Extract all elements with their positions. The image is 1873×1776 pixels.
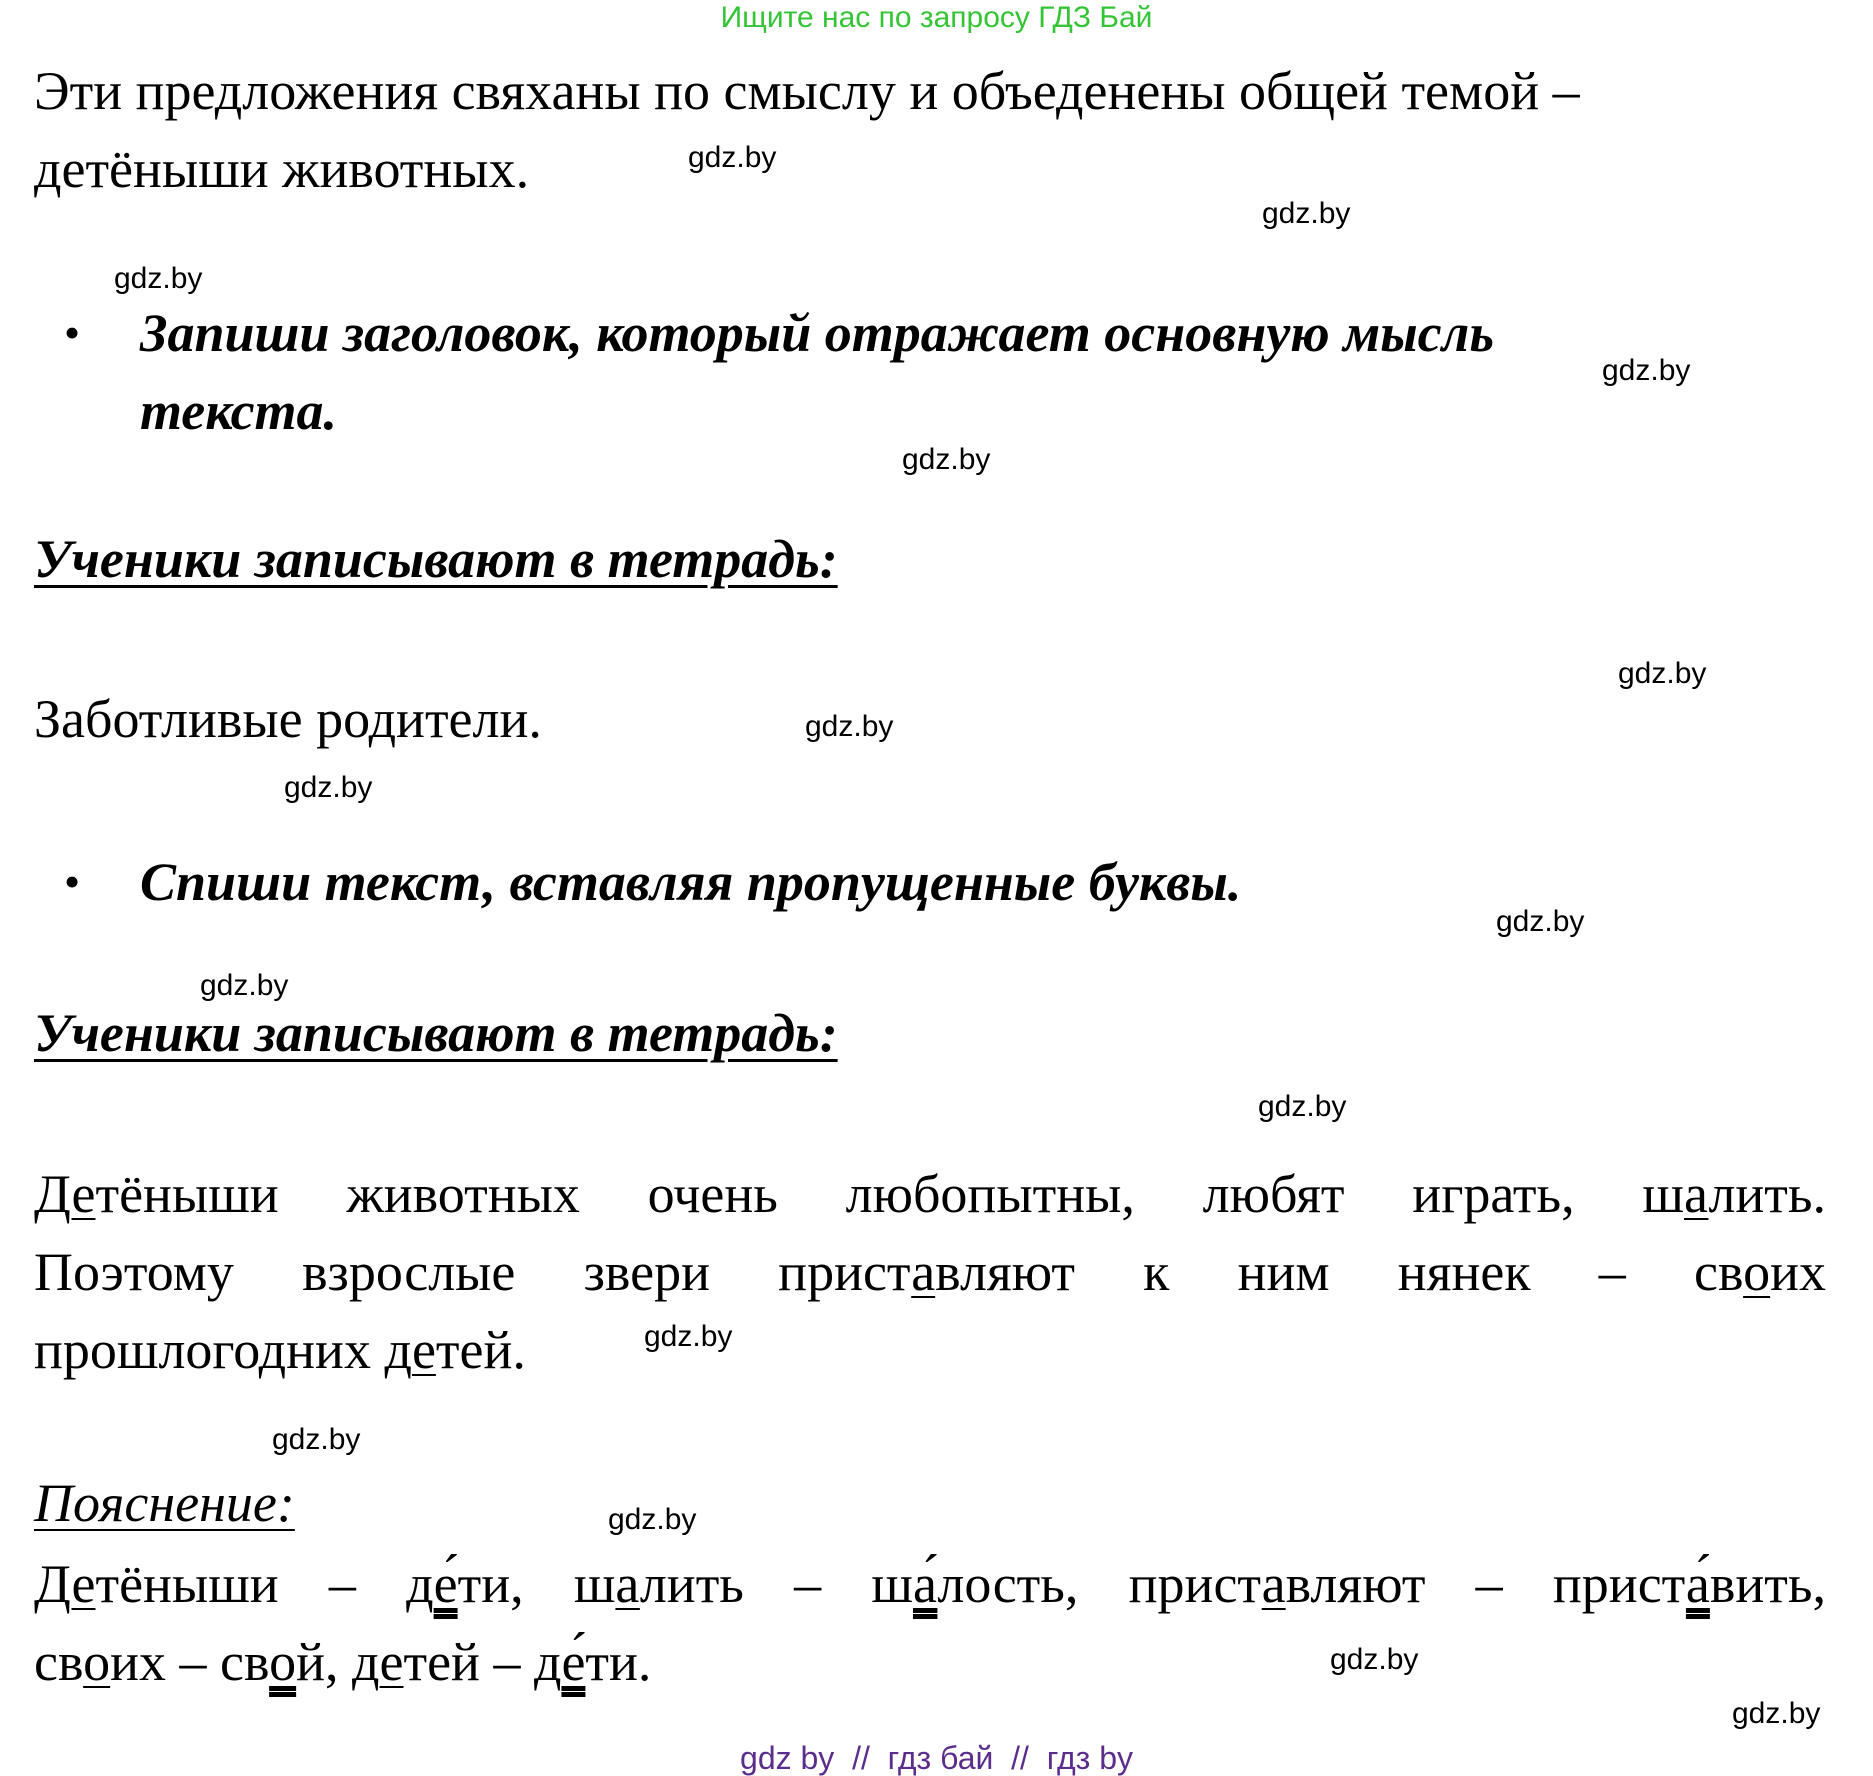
word: своих bbox=[1693, 1242, 1826, 1302]
word: свой, bbox=[220, 1632, 339, 1692]
passage-line-2 bbox=[34, 1233, 1826, 1311]
word: звери bbox=[583, 1242, 710, 1302]
word: детей. bbox=[384, 1320, 526, 1380]
task-1-line-1: Запиши заголовок, который отражает основную мысль bbox=[140, 303, 1495, 363]
explanation-line-2 bbox=[34, 1623, 1826, 1701]
check-letter: а́ bbox=[912, 1554, 938, 1614]
footer-links: gdz by // гдз бай // гдз by bbox=[740, 1740, 1133, 1776]
dash: – bbox=[493, 1632, 521, 1692]
explanation-title: Пояснение: bbox=[34, 1473, 295, 1533]
word: любопытны, bbox=[845, 1164, 1135, 1224]
watermark: gdz.by bbox=[902, 443, 991, 476]
search-banner: Ищите нас по запросу ГДЗ Бай bbox=[720, 1, 1153, 34]
word: ша́лость, bbox=[871, 1554, 1079, 1614]
passage-line-3 bbox=[34, 1311, 1826, 1389]
word: играть, bbox=[1412, 1164, 1575, 1224]
watermark: gdz.by bbox=[200, 969, 289, 1002]
word: приставляют bbox=[1128, 1554, 1426, 1614]
word: де́ти. bbox=[533, 1632, 652, 1692]
word: любят bbox=[1202, 1164, 1345, 1224]
notebook-heading-2: Ученики записывают в тетрадь: bbox=[34, 1003, 838, 1063]
watermark: gdz.by bbox=[1330, 1643, 1419, 1676]
inserted-letter: а bbox=[1684, 1164, 1709, 1224]
inserted-letter: е bbox=[379, 1632, 404, 1692]
watermark: gdz.by bbox=[1732, 1697, 1821, 1730]
watermark: gdz.by bbox=[644, 1320, 733, 1353]
intro-line-2: детёныши животных. bbox=[34, 139, 530, 199]
intro-paragraph bbox=[34, 52, 1854, 208]
word: к bbox=[1143, 1242, 1170, 1302]
watermark: gdz.by bbox=[284, 771, 373, 804]
word: ним bbox=[1237, 1242, 1330, 1302]
dash: – bbox=[1598, 1242, 1626, 1302]
explanation-line-1 bbox=[34, 1545, 1826, 1623]
watermark: gdz.by bbox=[114, 262, 203, 295]
inserted-letter: а bbox=[615, 1554, 640, 1614]
dash: – bbox=[1475, 1554, 1503, 1614]
dash: – bbox=[179, 1632, 207, 1692]
watermark: gdz.by bbox=[272, 1423, 361, 1456]
dash: – bbox=[794, 1554, 822, 1614]
intro-line-1: Эти предложения свяханы по смыслу и объеденены общей темой – bbox=[34, 61, 1580, 121]
task-1 bbox=[140, 294, 1840, 450]
inserted-letter: о bbox=[83, 1632, 111, 1692]
word: приставляют bbox=[778, 1242, 1075, 1302]
bullet-1: • bbox=[64, 307, 81, 358]
watermark: gdz.by bbox=[608, 1503, 697, 1536]
word: де́ти, bbox=[406, 1554, 524, 1614]
word: Детёныши bbox=[34, 1164, 279, 1224]
watermark: gdz.by bbox=[1602, 354, 1691, 387]
watermark: gdz.by bbox=[1258, 1090, 1347, 1123]
inserted-letter: а bbox=[1261, 1554, 1286, 1614]
check-letter: а́ bbox=[1685, 1554, 1710, 1614]
watermark: gdz.by bbox=[1618, 657, 1707, 690]
bullet-2: • bbox=[64, 856, 81, 907]
answer-title: Заботливые родители. bbox=[34, 689, 542, 749]
inserted-letter: а bbox=[911, 1242, 936, 1302]
word: детей bbox=[352, 1632, 480, 1692]
word: приста́вить, bbox=[1552, 1554, 1827, 1614]
explanation-text bbox=[34, 1545, 1826, 1701]
copied-passage bbox=[34, 1155, 1826, 1389]
check-letter: е́ bbox=[433, 1554, 458, 1614]
word: нянек bbox=[1397, 1242, 1531, 1302]
watermark: gdz.by bbox=[805, 710, 894, 743]
dash: – bbox=[328, 1554, 356, 1614]
watermark: gdz.by bbox=[1262, 197, 1351, 230]
check-letter: о bbox=[269, 1632, 297, 1692]
notebook-heading-1: Ученики записывают в тетрадь: bbox=[34, 529, 838, 589]
watermark: gdz.by bbox=[1496, 905, 1585, 938]
word: взрослые bbox=[302, 1242, 516, 1302]
inserted-letter: е bbox=[411, 1320, 436, 1380]
task-2: Спиши текст, вставляя пропущенные буквы. bbox=[140, 852, 1242, 912]
inserted-letter: е bbox=[71, 1554, 96, 1614]
word: Поэтому bbox=[34, 1242, 234, 1302]
task-1-line-2: текста. bbox=[140, 381, 338, 441]
check-letter: е́ bbox=[561, 1632, 586, 1692]
watermark: gdz.by bbox=[688, 141, 777, 174]
word: шалить. bbox=[1642, 1164, 1827, 1224]
passage-line-1 bbox=[34, 1155, 1826, 1233]
inserted-letter: о bbox=[1743, 1242, 1771, 1302]
word: животных bbox=[346, 1164, 580, 1224]
word: Детёныши bbox=[34, 1554, 279, 1614]
inserted-letter: е bbox=[71, 1164, 96, 1224]
word: прошлогодних bbox=[34, 1320, 371, 1380]
word: своих bbox=[34, 1632, 167, 1692]
word: шалить bbox=[573, 1554, 744, 1614]
word: очень bbox=[647, 1164, 778, 1224]
